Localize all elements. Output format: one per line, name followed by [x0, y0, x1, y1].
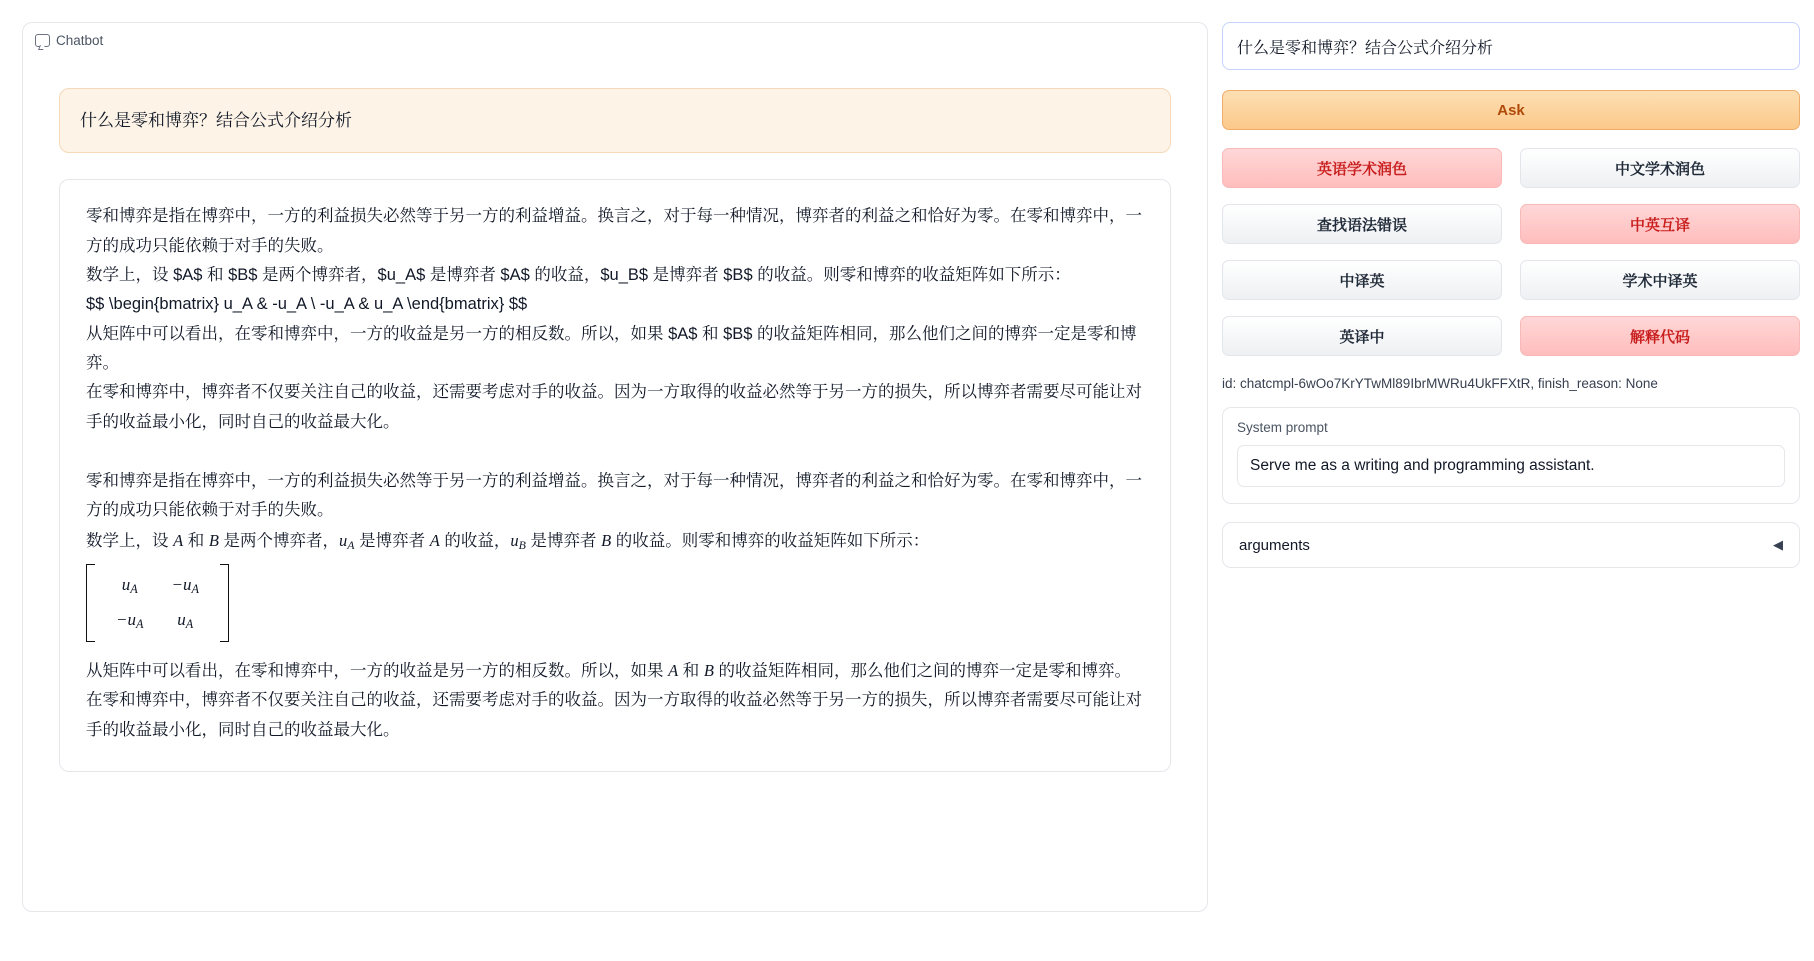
- bot-raw-paragraph-4: 在零和博弈中，博弈者不仅要关注自己的收益，还需要考虑对手的收益。因为一方取得的收益必然等于另一方的损失，所以博弈者需要尽可能让对手的收益最小化，同时自己的收益最大化。: [86, 383, 1142, 431]
- ask-button[interactable]: Ask: [1222, 90, 1800, 130]
- r4-part-a: 从矩阵中可以看出，在零和博弈中，一方的收益是另一方的相反数。所以，如果: [86, 662, 669, 681]
- chatbot-panel-label: [35, 33, 103, 48]
- payoff-matrix-table: [102, 568, 213, 638]
- fn-button-academic-zh-to-en[interactable]: 学术中译英: [1520, 260, 1800, 300]
- response-meta-text: id: chatcmpl-6wOo7KrYTwMl89IbrMWRu4UkFFXtR, finish_reason: None: [1222, 376, 1658, 391]
- r4-var-B: B: [703, 661, 714, 681]
- fn-button-chinese-polish[interactable]: 中文学术润色: [1520, 148, 1800, 188]
- chat-column: [22, 22, 1208, 912]
- fn-button-explain-code[interactable]: 解释代码: [1520, 316, 1800, 356]
- fn-button-find-grammar-errors[interactable]: 查找语法错误: [1222, 204, 1502, 244]
- r2-var-uA-sub: A: [347, 537, 355, 552]
- section-divider-space: [86, 437, 1144, 467]
- r2-var-B2: B: [601, 530, 612, 550]
- bot-rendered-paragraph-2: [86, 526, 1144, 556]
- matrix-row: [102, 568, 213, 603]
- bot-raw-paragraph-1: 零和博弈是指在博弈中，一方的利益损失必然等于另一方的利益增益。换言之，对于每一种情况，博弈者的利益之和恰好为零。在零和博弈中，一方的成功只能依赖于对手的失败。: [86, 207, 1142, 255]
- r4-var-A: A: [668, 661, 679, 681]
- fn-button-en-to-zh[interactable]: 英译中: [1222, 316, 1502, 356]
- matrix-cell-0-1: $-u_A$: [171, 575, 199, 597]
- chatbot-label-text: Chatbot: [56, 33, 104, 48]
- r2-part-e: 的收益，: [439, 531, 511, 550]
- message-list: [23, 73, 1207, 901]
- prompt-input[interactable]: [1222, 22, 1800, 70]
- r2-var-A: A: [173, 530, 184, 550]
- user-message-bubble: [59, 88, 1171, 153]
- fn-button-english-polish[interactable]: 英语学术润色: [1222, 148, 1502, 188]
- r2-var-uA: u: [339, 530, 348, 550]
- matrix-cell-1-0: $-u_A$: [116, 609, 144, 631]
- matrix-cell-1-1: $u_A$: [177, 609, 194, 631]
- bot-rendered-paragraph-1: 零和博弈是指在博弈中，一方的利益损失必然等于另一方的利益增益。换言之，对于每一种情况，博弈者的利益之和恰好为零。在零和博弈中，一方的成功只能依赖于对手的失败。: [86, 472, 1142, 520]
- fn-button-zh-to-en[interactable]: 中译英: [1222, 260, 1502, 300]
- r2-part-f: 是博弈者: [525, 531, 602, 550]
- r2-var-uB-sub: B: [518, 537, 526, 552]
- arguments-accordion-label: arguments: [1239, 536, 1310, 554]
- r4-part-c: 的收益矩阵相同，那么他们之间的博弈一定是零和博弈。: [713, 662, 1132, 681]
- bot-raw-formula: $$ \begin{bmatrix} u_A & -u_A \ -u_A & u_A \end{bmatrix} $$: [86, 295, 528, 314]
- r2-part-b: 和: [183, 531, 209, 550]
- fn-button-zh-en-mutual-translate[interactable]: 中英互译: [1520, 204, 1800, 244]
- arguments-accordion[interactable]: [1222, 522, 1800, 568]
- bot-raw-paragraph-2: 数学上，设 $A$ 和 $B$ 是两个博弈者，$u_A$ 是博弈者 $A$ 的收益，$u_B$ 是博弈者 $B$ 的收益。则零和博弈的收益矩阵如下所示：: [86, 265, 1071, 284]
- function-button-grid: [1222, 148, 1800, 356]
- r2-part-g: 的收益。则零和博弈的收益矩阵如下所示：: [611, 531, 930, 550]
- r2-part-a: 数学上，设: [86, 531, 174, 550]
- bot-message-bubble: [59, 179, 1171, 772]
- chevron-left-icon[interactable]: ◀: [1773, 537, 1783, 552]
- bot-rendered-paragraph-4: 在零和博弈中，博弈者不仅要关注自己的收益，还需要考虑对手的收益。因为一方取得的收益必然等于另一方的损失，所以博弈者需要尽可能让对手的收益最小化，同时自己的收益最大化。: [86, 691, 1142, 739]
- r2-var-uB: u: [510, 530, 519, 550]
- bot-raw-paragraph-3: 从矩阵中可以看出，在零和博弈中，一方的收益是另一方的相反数。所以，如果 $A$ 和 $B$ 的收益矩阵相同，那么他们之间的博弈一定是零和博弈。: [86, 324, 1137, 372]
- system-prompt-label: System prompt: [1237, 420, 1328, 435]
- matrix-cell-0-0: $u_A$: [121, 575, 138, 597]
- payoff-matrix: [86, 564, 229, 642]
- r4-part-b: 和: [678, 662, 704, 681]
- system-prompt-input[interactable]: [1237, 445, 1785, 487]
- r2-var-B: B: [208, 530, 219, 550]
- r2-part-d: 是博弈者: [354, 531, 430, 550]
- r2-var-A2: A: [429, 530, 440, 550]
- chatbot-panel: [22, 22, 1208, 912]
- r2-part-c: 是两个博弈者，: [218, 531, 340, 550]
- user-message-text: 什么是零和博弈？结合公式介绍分析: [80, 111, 352, 130]
- matrix-row: [102, 603, 213, 638]
- control-column: [1222, 22, 1800, 568]
- bot-rendered-paragraph-3: [86, 656, 1144, 686]
- chat-bubble-icon: [35, 34, 50, 47]
- system-prompt-card: [1222, 407, 1800, 504]
